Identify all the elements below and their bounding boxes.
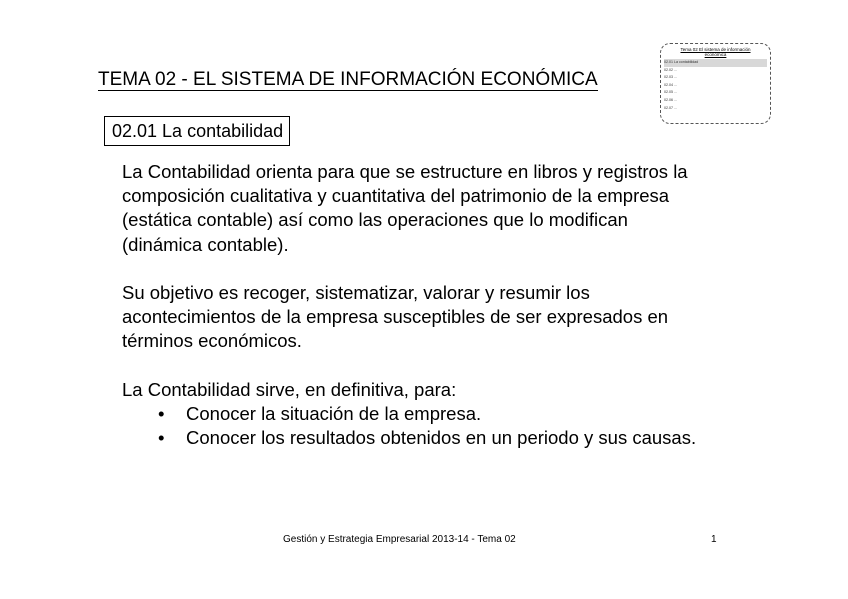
paragraph-line: Su objetivo es recoger, sistematizar, valorar y resumir los — [122, 282, 590, 303]
paragraph-line: La Contabilidad sirve, en definitiva, para: — [122, 378, 457, 400]
bullet-text: Conocer los resultados obtenidos en un periodo y sus causas. — [186, 427, 697, 449]
thumbnail-title — [661, 47, 770, 57]
bullet-icon: • — [158, 427, 165, 449]
paragraph-line: acontecimientos de la empresa susceptibles de ser expresados en — [122, 306, 669, 328]
paragraph-line: (dinámica contable). — [122, 233, 289, 255]
thumbnail-item: 02.05 ... — [664, 90, 677, 95]
bullet-icon: • — [158, 403, 165, 424]
thumbnail-title-line2: económica — [704, 52, 727, 57]
paragraph-purpose — [122, 378, 782, 402]
thumbnail-item: 02.03 ... — [664, 75, 677, 80]
slide-body — [122, 160, 782, 450]
bullet-item — [122, 402, 782, 426]
section-heading: 02.01 La contabilidad — [104, 116, 290, 146]
outline-thumbnail — [660, 43, 771, 124]
bullet-text: Conocer la situación de la empresa. — [186, 403, 482, 424]
paragraph-line: (estática contable) así como las operaciones que lo modifican — [122, 209, 628, 231]
thumbnail-item: 02.02 ... — [664, 67, 677, 72]
thumbnail-title-line1: Tema 02 El sistema de información — [680, 47, 751, 52]
paragraph-line: términos económicos. — [122, 330, 302, 352]
thumbnail-item: 02.07 ... — [664, 105, 677, 110]
slide-title: TEMA 02 - EL SISTEMA DE INFORMACIÓN ECONÓMICA — [98, 69, 598, 90]
thumbnail-item: 02.04 ... — [664, 82, 677, 87]
paragraph-line: La Contabilidad orienta para que se estructure en libros y registros la — [122, 161, 688, 182]
thumbnail-item: 02.06 ... — [664, 97, 677, 102]
footer-text: Gestión y Estrategia Empresarial 2013-14 - Tema 02 — [283, 534, 516, 545]
page-number: 1 — [711, 534, 717, 545]
paragraph-objective — [122, 281, 782, 354]
thumbnail-item: 02.01 La contabilidad — [664, 59, 767, 67]
paragraph-definition — [122, 160, 782, 257]
thumbnail-list — [664, 59, 767, 112]
bullet-item — [122, 426, 782, 450]
paragraph-line: composición cualitativa y cuantitativa del patrimonio de la empresa — [122, 185, 670, 207]
bullet-list — [122, 402, 782, 450]
